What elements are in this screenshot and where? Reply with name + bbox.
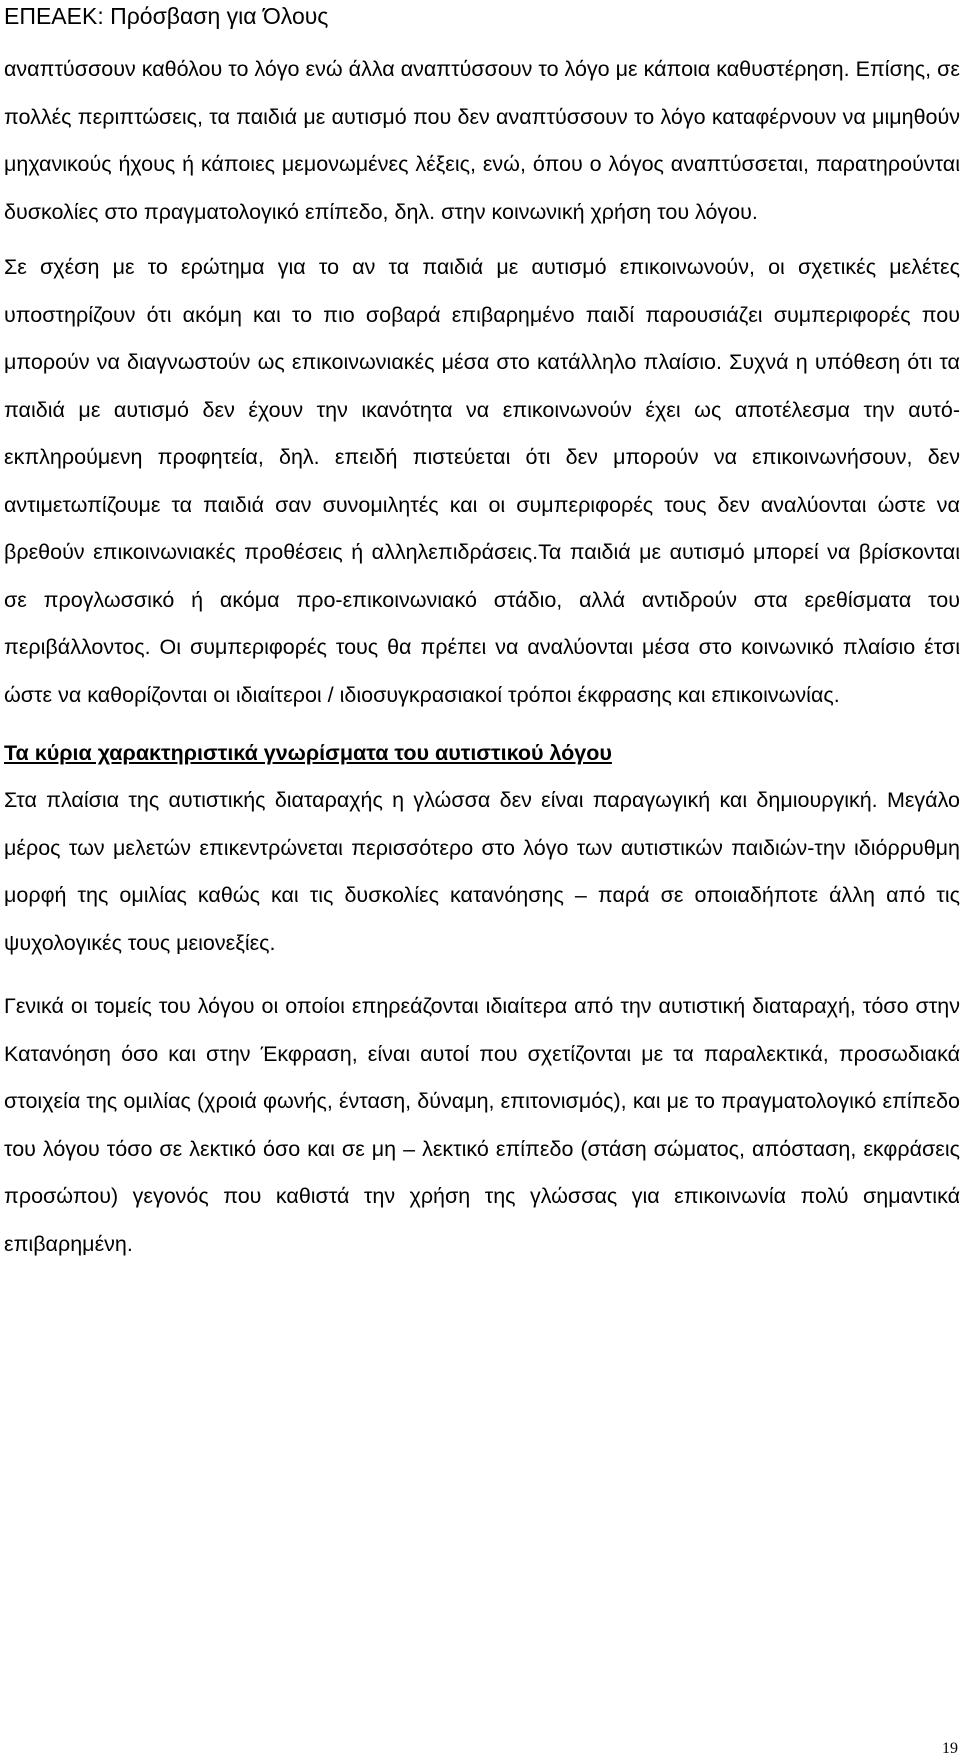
page-number: 19: [942, 1740, 958, 1757]
page-body: [4, 46, 960, 1268]
paragraph-speech-development: αναπτύσσουν καθόλου το λόγο ενώ άλλα αναπτύσσουν το λόγο με κάποια καθυστέρηση. Επίσης, σε πολλές περιπτώσεις, τα παιδιά με αυτισμό που δεν αναπτύσσουν το λόγο καταφέρνουν να μιμηθούν μηχανικούς ήχους ή κάποιες μεμονωμένες λέξεις, ενώ, όπου ο λόγος αναπτύσσεται, παρατηρούνται δυσκολίες στο πραγματολογικό επίπεδο, δηλ. στην κοινωνική χρήση του λόγου.: [4, 57, 960, 224]
running-header: ΕΠΕΑΕΚ: Πρόσβαση για Όλους: [4, 3, 329, 29]
paragraph-affected-areas: Γενικά οι τομείς του λόγου οι οποίοι επηρεάζονται ιδιαίτερα από την αυτιστική διαταραχή, τόσο στην Κατανόηση όσο και στην Έκφραση, είναι αυτοί που σχετίζονται με τα παραλεκτικά, προσωδιακά στοιχεία της ομιλίας (χροιά φωνής, ένταση, δύναμη, επιτονισμός), και με το πραγματολογικό επίπεδο του λόγου τόσο σε λεκτικό όσο και σε μη – λεκτικό επίπεδο (στάση σώματος, απόσταση, εκφράσεις προσώπου) γεγονός που καθιστά την χρήση της γλώσσας για επικοινωνία πολύ σημαντικά επιβαρημένη.: [4, 994, 960, 1256]
paragraph-language-characteristics: Στα πλαίσια της αυτιστικής διαταραχής η γλώσσα δεν είναι παραγωγική και δημιουργική. Μεγάλο μέρος των μελετών επικεντρώνεται περισσότερο στο λόγο των αυτιστικών παιδιών-την ιδιόρρυθμη μορφή της ομιλίας καθώς και τις δυσκολίες κατανόησης – παρά σε οποιαδήποτε άλλη από τις ψυχολογικές τους μειονεξίες.: [4, 788, 960, 955]
paragraph-communication: Σε σχέση με το ερώτημα για το αν τα παιδιά με αυτισμό επικοινωνούν, οι σχετικές μελέτες υποστηρίζουν ότι ακόμη και το πιο σοβαρά επιβαρημένο παιδί παρουσιάζει συμπεριφορές που μπορούν να διαγνωστούν ως επικοινωνιακές μέσα στο κατάλληλο πλαίσιο. Συχνά η υπόθεση ότι τα παιδιά με αυτισμό δεν έχουν την ικανότητα να επικοινωνούν έχει ως αποτέλεσμα την αυτό-εκπληρούμενη προφητεία, δηλ. επειδή πιστεύεται ότι δεν μπορούν να επικοινωνήσουν, δεν αντιμετωπίζουμε τα παιδιά σαν συνομιλητές και οι συμπεριφορές τους δεν αναλύονται ώστε να βρεθούν επικοινωνιακές προθέσεις ή αλληλεπιδράσεις.Τα παιδιά με αυτισμό μπορεί να βρίσκονται σε προγλωσσικό ή ακόμα προ-επικοινωνιακό στάδιο, αλλά αντιδρούν στα ερεθίσματα του περιβάλλοντος. Οι συμπεριφορές τους θα πρέπει να αναλύονται μέσα στο κοινωνικό πλαίσιο έτσι ώστε να καθορίζονται οι ιδιαίτεροι / ιδιοσυγκρασιακοί τρόποι έκφρασης και επικοινωνίας.: [4, 255, 960, 707]
section-heading: Τα κύρια χαρακτηριστικά γνωρίσματα του αυτιστικού λόγου: [4, 741, 612, 765]
